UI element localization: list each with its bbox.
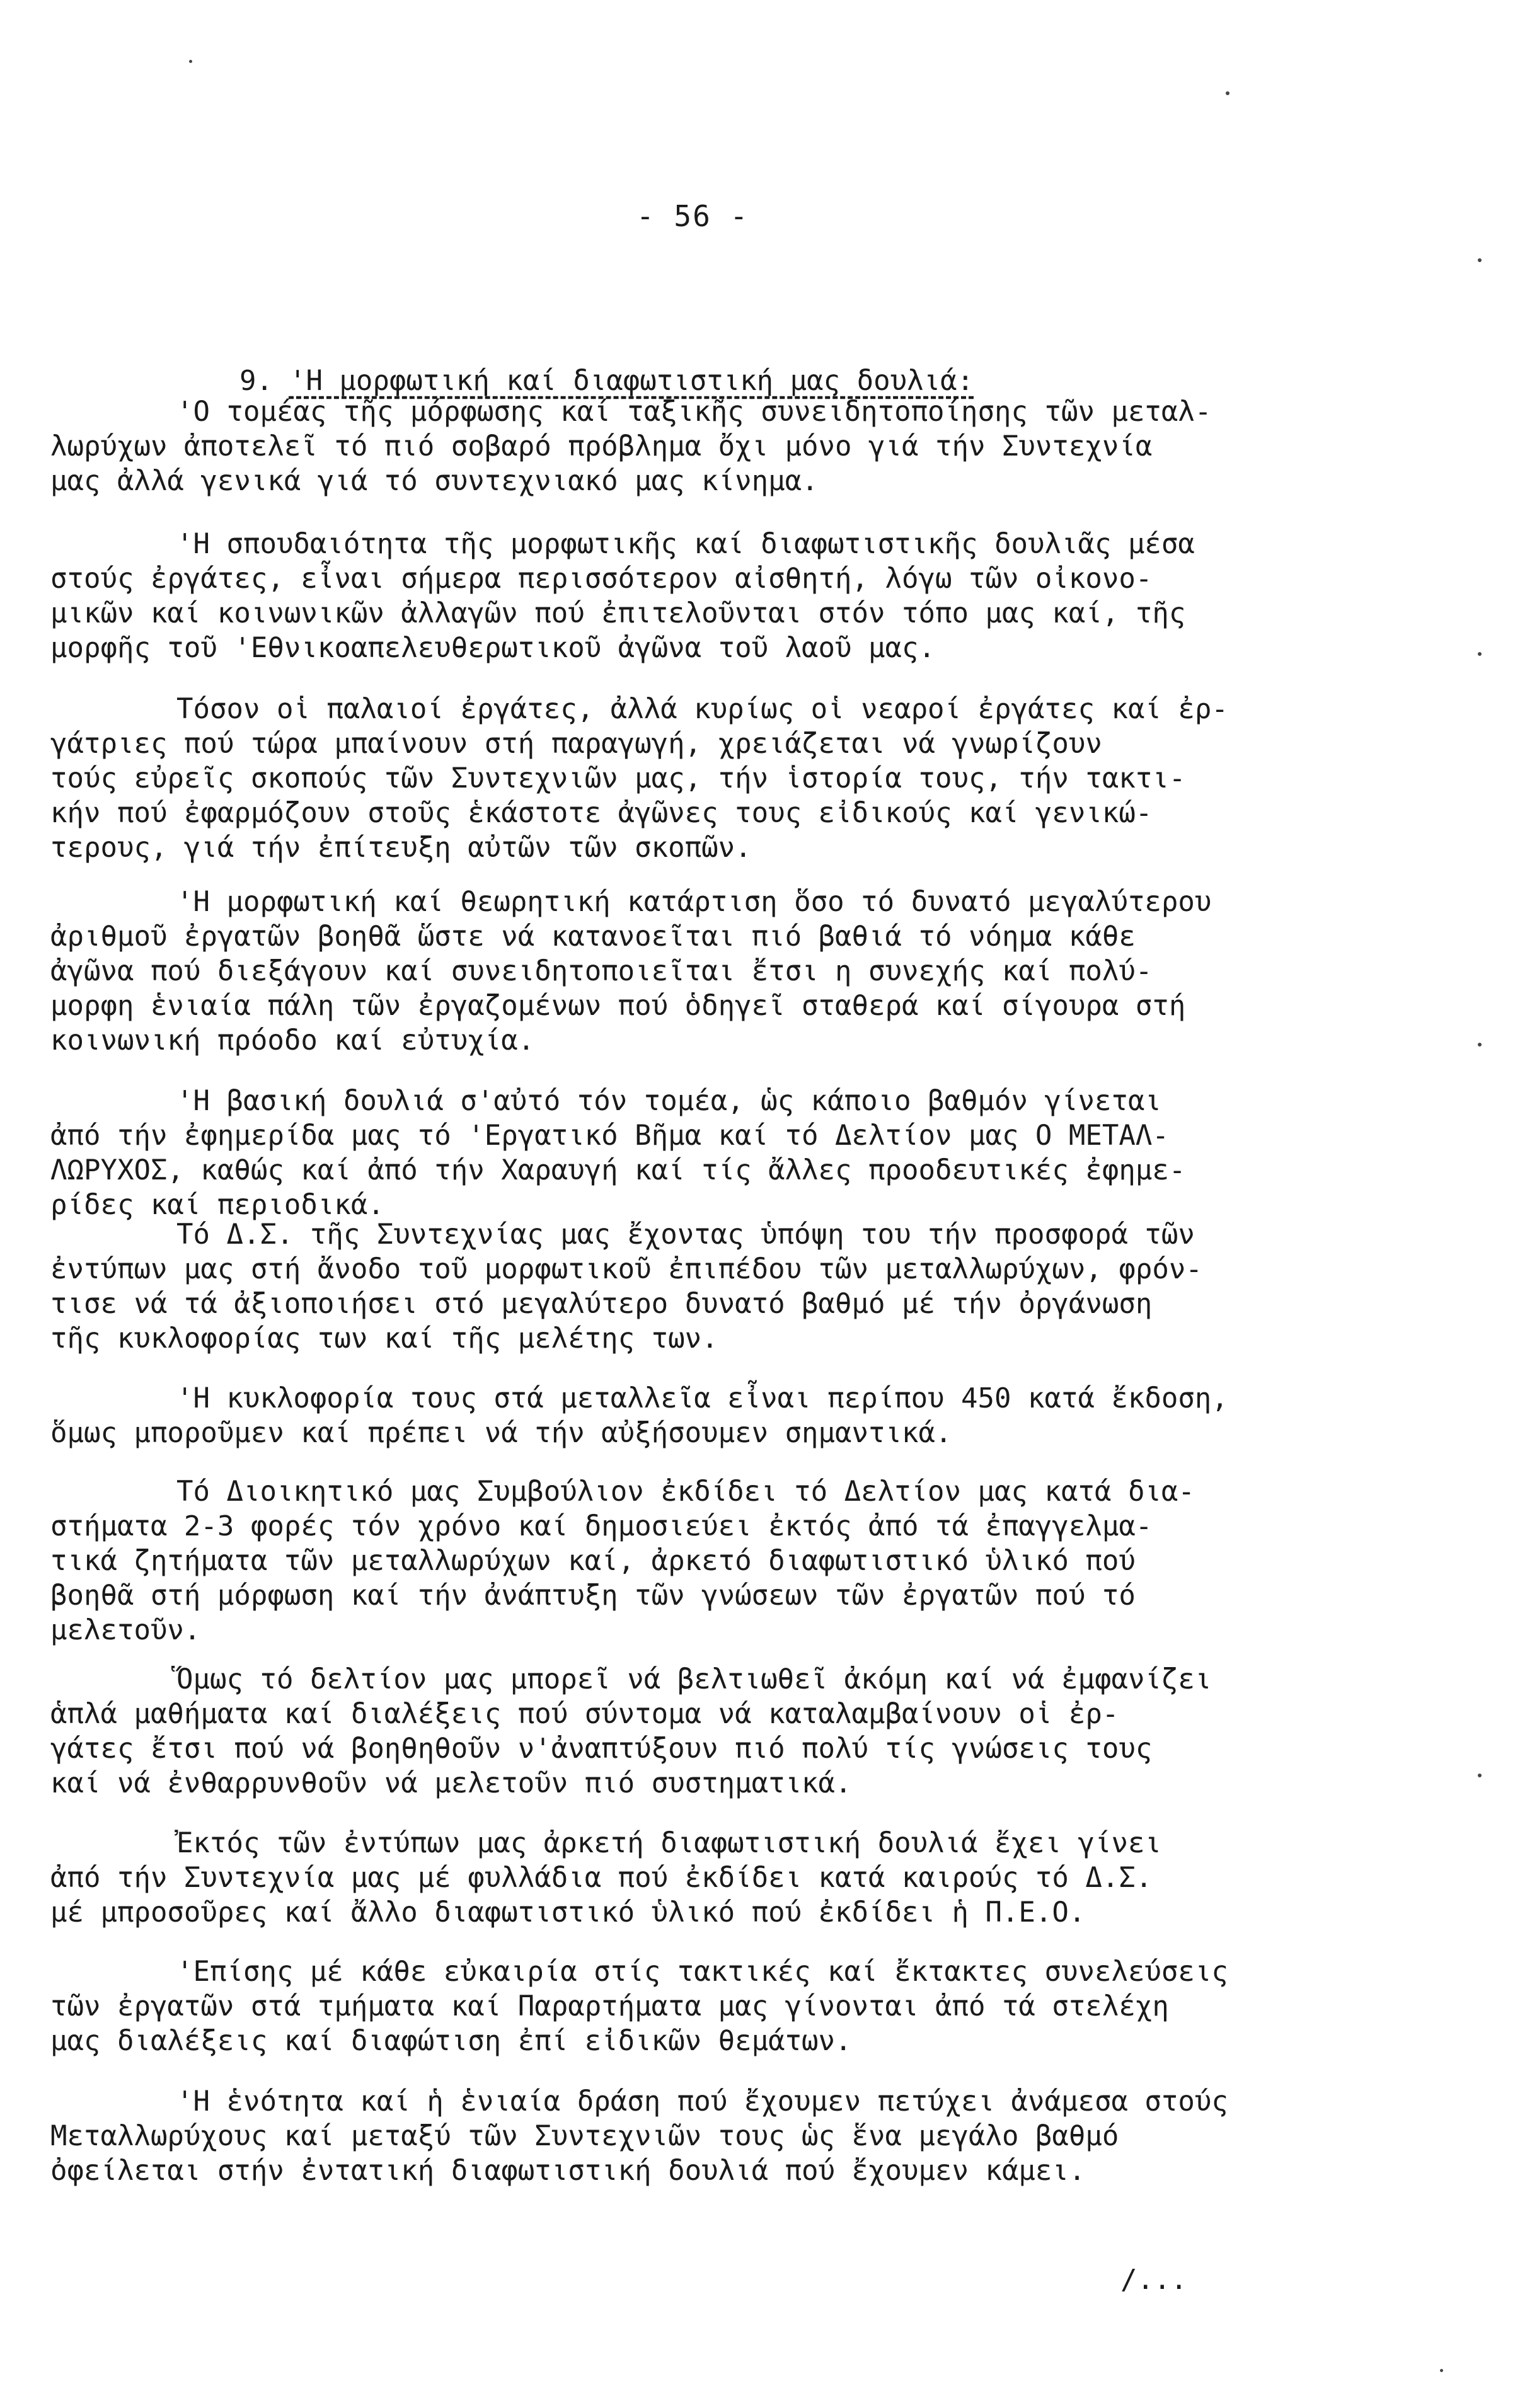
text-line: βοηθᾶ στή μόρφωση καί τήν ἀνάπτυξη τῶν γνώσεων τῶν ἐργατῶν πού τό: [50, 1580, 1136, 1612]
text-line: Τό Διοικητικό μας Συμβούλιον ἐκδίδει τό Δελτίον μας κατά δια-: [176, 1476, 1195, 1508]
text-line: 'Η σπουδαιότητα τῆς μορφωτικῆς καί διαφωτιστικῆς δουλιᾶς μέσα: [176, 528, 1195, 560]
text-line: 'Επίσης μέ κάθε εὐκαιρία στίς τακτικές καί ἔκτακτες συνελεύσεις: [176, 1956, 1228, 1988]
text-line: 'Η ἑνότητα καί ἡ ἑνιαία δράση πού ἔχουμεν πετύχει ἀνάμεσα στούς: [176, 2085, 1228, 2118]
text-line: τούς εὐρεῖς σκοπούς τῶν Συντεχνιῶν μας, τήν ἱστορία τους, τήν τακτι-: [50, 762, 1186, 794]
text-line: στούς ἐργάτες, εἶναι σήμερα περισσότερον αἰσθητή, λόγω τῶν οἰκονο-: [50, 563, 1153, 595]
text-line: στήματα 2-3 φορές τόν χρόνο καί δημοσιεύει ἐκτός ἀπό τά ἐπαγγελμα-: [50, 1510, 1153, 1542]
text-line: 'Η κυκλοφορία τους στά μεταλλεῖα εἶναι περίπου 450 κατά ἔκδοση,: [176, 1382, 1228, 1414]
scan-speck: [189, 60, 192, 63]
text-line: μελετοῦν.: [50, 1614, 201, 1646]
text-line: τικά ζητήματα τῶν μεταλλωρύχων καί, ἀρκετό διαφωτιστικό ὑλικό πού: [50, 1545, 1136, 1577]
text-line: κοινωνική πρόοδο καί εὐτυχία.: [50, 1024, 535, 1057]
paragraph-7: [50, 1381, 1374, 1450]
scan-speck: [1440, 2369, 1443, 2372]
text-line: ἀριθμοῦ ἐργατῶν βοηθᾶ ὥστε νά κατανοεῖται πιό βαθιά τό νόημα κάθε: [50, 920, 1136, 953]
paragraph-1: [50, 394, 1374, 498]
text-line: τισε νά τά ἀξιοποιήσει στό μεγαλύτερο δυνατό βαθμό μέ τήν ὀργάνωση: [50, 1288, 1153, 1320]
text-line: Μεταλλωρύχους καί μεταξύ τῶν Συντεχνιῶν τους ὡς ἕνα μεγάλο βαθμό: [50, 2120, 1119, 2152]
paragraph-6: [50, 1217, 1374, 1356]
text-line: μικῶν καί κοινωνικῶν ἀλλαγῶν πού ἐπιτελοῦνται στόν τόπο μας καί, τῆς: [50, 597, 1186, 629]
text-line: μέ μπροσοῦρες καί ἄλλο διαφωτιστικό ὑλικό πού ἐκδίδει ἡ Π.Ε.Ο.: [50, 1896, 1086, 1929]
scan-speck: [1478, 1774, 1482, 1777]
paragraph-12: [50, 2084, 1374, 2188]
text-line: ἀπό τήν Συντεχνία μας μέ φυλλάδια πού ἐκδίδει κατά καιρούς τό Δ.Σ.: [50, 1862, 1153, 1894]
text-line: κήν πού ἐφαρμόζουν στοῦς ἑκάστοτε ἀγῶνες τους εἰδικούς καί γενικώ-: [50, 797, 1153, 829]
text-line: 'Η μορφωτική καί θεωρητική κατάρτιση ὅσο τό δυνατό μεγαλύτερου: [176, 886, 1212, 918]
paragraph-11: [50, 1954, 1374, 2058]
paragraph-10: [50, 1826, 1374, 1930]
text-line: ἀγῶνα πού διεξάγουν καί συνειδητοποιεῖται ἔτσι η συνεχής καί πολύ-: [50, 955, 1153, 987]
text-line: μορφη ἑνιαία πάλη τῶν ἐργαζομένων πού ὁδηγεῖ σταθερά καί σίγουρα στή: [50, 990, 1186, 1022]
paragraph-2: [50, 527, 1374, 665]
text-line: μας διαλέξεις καί διαφώτιση ἐπί εἰδικῶν θεμάτων.: [50, 2025, 852, 2057]
paragraph-3: [50, 692, 1374, 865]
text-line: Τόσον οἱ παλαιοί ἐργάτες, ἀλλά κυρίως οἱ νεαροί ἐργάτες καί ἐρ-: [176, 693, 1228, 725]
scan-speck: [1478, 1043, 1482, 1046]
text-line: Ὅμως τό δελτίον μας μπορεῖ νά βελτιωθεῖ ἀκόμη καί νά ἐμφανίζει: [176, 1663, 1212, 1695]
text-line: 'Ο τομέας τῆς μόρφωσης καί ταξικῆς συνειδητοποίησης τῶν μεταλ-: [176, 396, 1212, 428]
text-line: ἁπλά μαθήματα καί διαλέξεις πού σύντομα νά καταλαμβαίνουν οἱ ἐρ-: [50, 1698, 1119, 1730]
text-line: λωρύχων ἀποτελεῖ τό πιό σοβαρό πρόβλημα ὄχι μόνο γιά τήν Συντεχνία: [50, 430, 1153, 462]
text-line: 'Η βασική δουλιά σ'αὐτό τόν τομέα, ὡς κάποιο βαθμόν γίνεται: [176, 1085, 1161, 1117]
page-number: - 56 -: [636, 199, 749, 233]
text-line: μορφῆς τοῦ 'Εθνικοαπελευθερωτικοῦ ἀγῶνα τοῦ λαοῦ μας.: [50, 632, 935, 664]
scan-speck: [1226, 91, 1229, 95]
paragraph-8: [50, 1474, 1374, 1648]
text-line: καί νά ἐνθαρρυνθοῦν νά μελετοῦν πιό συστηματικά.: [50, 1767, 852, 1799]
paragraph-5: [50, 1084, 1374, 1222]
section-title: 'Η μορφωτική καί διαφωτιστική μας δουλιά:: [289, 365, 974, 397]
scan-speck: [1478, 258, 1482, 262]
text-line: Ἐκτός τῶν ἐντύπων μας ἀρκετή διαφωτιστική δουλιά ἔχει γίνει: [176, 1827, 1161, 1859]
text-line: ὀφείλεται στήν ἐντατική διαφωτιστική δουλιά πού ἔχουμεν κάμει.: [50, 2155, 1086, 2187]
text-line: ἀπό τήν ἐφημερίδα μας τό 'Εργατικό Βῆμα καί τό Δελτίον μας Ο ΜΕΤΑΛ-: [50, 1120, 1169, 1152]
paragraph-4: [50, 885, 1374, 1058]
text-line: τερους, γιά τήν ἐπίτευξη αὐτῶν τῶν σκοπῶν.: [50, 832, 752, 864]
paragraph-9: [50, 1662, 1374, 1801]
text-line: γάτες ἔτσι πού νά βοηθηθοῦν ν'ἀναπτύξουν πιό πολύ τίς γνώσεις τους: [50, 1733, 1153, 1765]
text-line: ἐντύπων μας στή ἄνοδο τοῦ μορφωτικοῦ ἐπιπέδου τῶν μεταλλωρύχων, φρόν-: [50, 1253, 1202, 1285]
text-line: τῶν ἐργατῶν στά τμήματα καί Παραρτήματα μας γίνονται ἀπό τά στελέχη: [50, 1990, 1169, 2022]
text-line: τῆς κυκλοφορίας των καί τῆς μελέτης των.: [50, 1322, 718, 1355]
scan-speck: [1478, 652, 1482, 656]
text-line: ΛΩΡΥΧΟΣ, καθώς καί ἀπό τήν Χαραυγή καί τίς ἄλλες προοδευτικές ἐφημε-: [50, 1154, 1186, 1186]
section-number: 9.: [239, 365, 273, 397]
text-line: Τό Δ.Σ. τῆς Συντεχνίας μας ἔχοντας ὑπόψη του τήν προσφορά τῶν: [176, 1218, 1195, 1251]
text-line: γάτριες πού τώρα μπαίνουν στή παραγωγή, χρειάζεται νά γνωρίζουν: [50, 728, 1102, 760]
text-line: ὅμως μποροῦμεν καί πρέπει νά τήν αὐξήσουμεν σημαντικά.: [50, 1417, 952, 1449]
continuation-marker: /...: [1120, 2264, 1187, 2296]
text-line: μας ἀλλά γενικά γιά τό συντεχνιακό μας κίνημα.: [50, 465, 819, 497]
text-line: ρίδες καί περιοδικά.: [50, 1189, 384, 1221]
